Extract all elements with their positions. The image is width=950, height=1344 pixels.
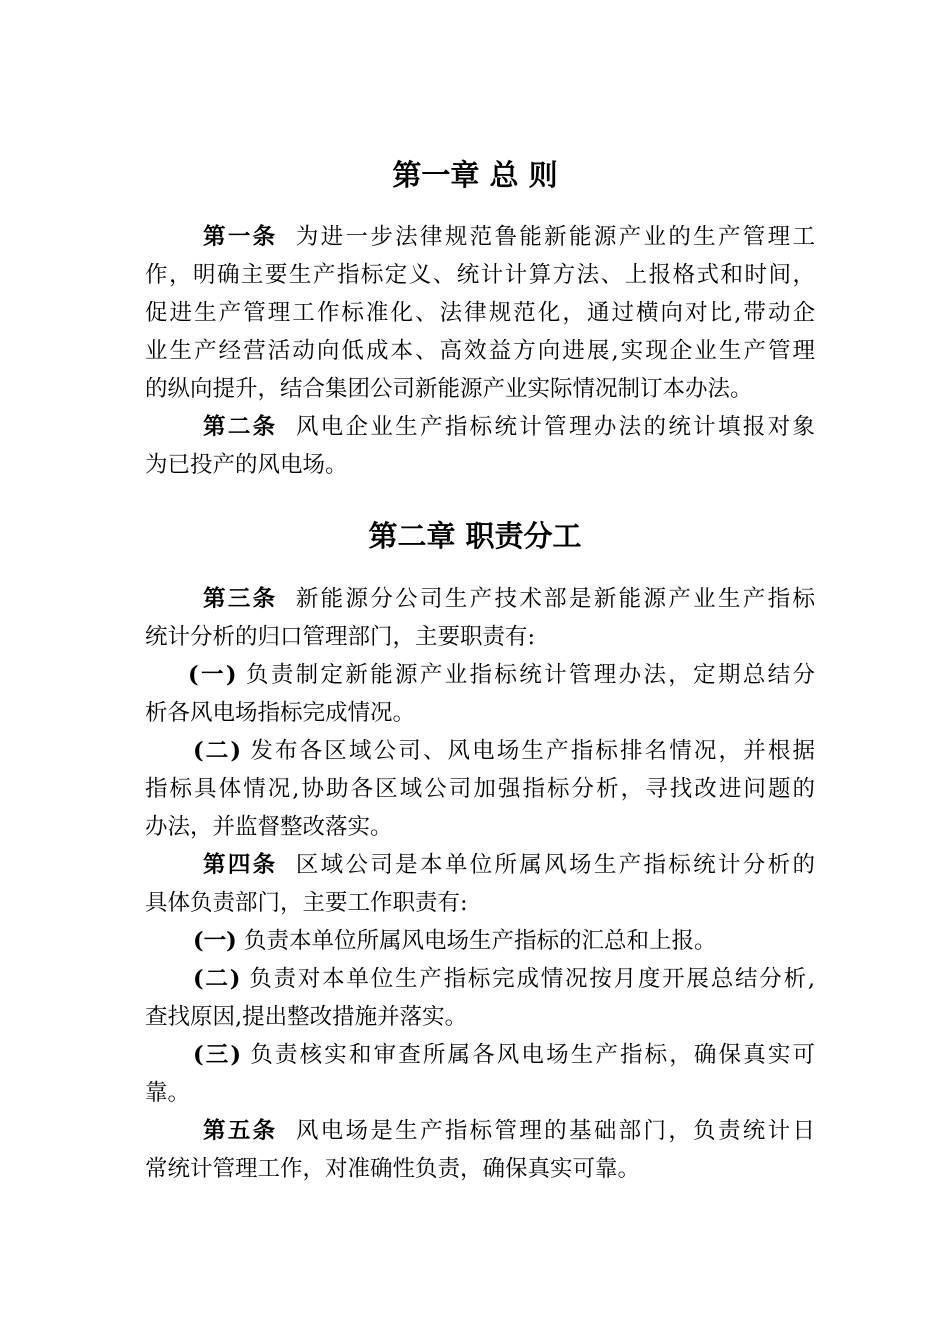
article-1-line-1: 第一条 为进一步法律规范鲁能新能源产业的生产管理工 [203,224,815,250]
article-3-item-1-label: (一) [188,662,237,688]
article-4-line-2: 具体负责部门，主要工作职责有: [145,890,468,916]
chapter-1-title: 第一章 总 则 [392,158,558,192]
article-3-item-2-line-1: (二) 发布各区域公司、风电场生产指标排名情况，并根据 [193,738,815,764]
article-4-item-1-label: (一) [193,928,237,954]
article-4-item-1-line-1: (一) 负责本单位所属风电场生产指标的汇总和上报。 [193,928,717,954]
article-1-line-3: 促进生产管理工作标准化、法律规范化，通过横向对比,带动企 [145,300,815,326]
article-3-line-1: 第三条 新能源分公司生产技术部是新能源产业生产指标 [203,586,815,612]
article-2-line-1: 第二条 风电企业生产指标统计管理办法的统计填报对象 [203,414,815,440]
article-4-item-2-label: (二) [193,966,241,992]
article-4-item-3-line-2: 靠。 [145,1080,191,1106]
article-4-item-3-label: (三) [193,1042,242,1068]
article-4-item-3-line-1: (三) 负责核实和审查所属各风电场生产指标，确保真实可 [193,1042,815,1068]
article-2-line-2: 为已投产的风电场。 [145,452,348,478]
article-1-line-2: 作，明确主要生产指标定义、统计计算方法、上报格式和时间， [145,262,815,288]
article-3-item-2-line-2: 指标具体情况,协助各区域公司加强指标分析，寻找改进问题的 [145,776,815,802]
article-3-item-2-line-3: 办法，并监督整改落实。 [145,814,393,840]
article-5-line-1: 第五条 风电场是生产指标管理的基础部门，负责统计日 [203,1118,815,1144]
article-3-item-1-line-2: 析各风电场指标完成情况。 [145,700,416,726]
article-5-label: 第五条 [203,1118,278,1144]
article-4-item-2-line-2: 查找原因,提出整改措施并落实。 [145,1004,468,1030]
article-1-line-4: 业生产经营活动向低成本、高效益方向进展,实现企业生产管理 [145,338,815,364]
article-3-line-2: 统计分析的归口管理部门，主要职责有: [145,624,536,650]
chapter-2-title: 第二章 职责分工 [368,519,582,553]
article-1-label: 第一条 [203,224,278,250]
article-3-label: 第三条 [203,586,278,612]
article-4-line-1: 第四条 区域公司是本单位所属风场生产指标统计分析的 [203,852,815,878]
article-5-line-2: 常统计管理工作，对准确性负责，确保真实可靠。 [145,1156,641,1182]
article-3-item-1-line-1: (一) 负责制定新能源产业指标统计管理办法，定期总结分 [188,662,815,688]
article-4-label: 第四条 [203,852,278,878]
article-1-line-5: 的纵向提升，结合集团公司新能源产业实际情况制订本办法。 [145,376,753,402]
article-2-label: 第二条 [203,414,278,440]
article-3-item-2-label: (二) [193,738,242,764]
article-4-item-2-line-1: (二) 负责对本单位生产指标完成情况按月度开展总结分析, [193,966,816,992]
